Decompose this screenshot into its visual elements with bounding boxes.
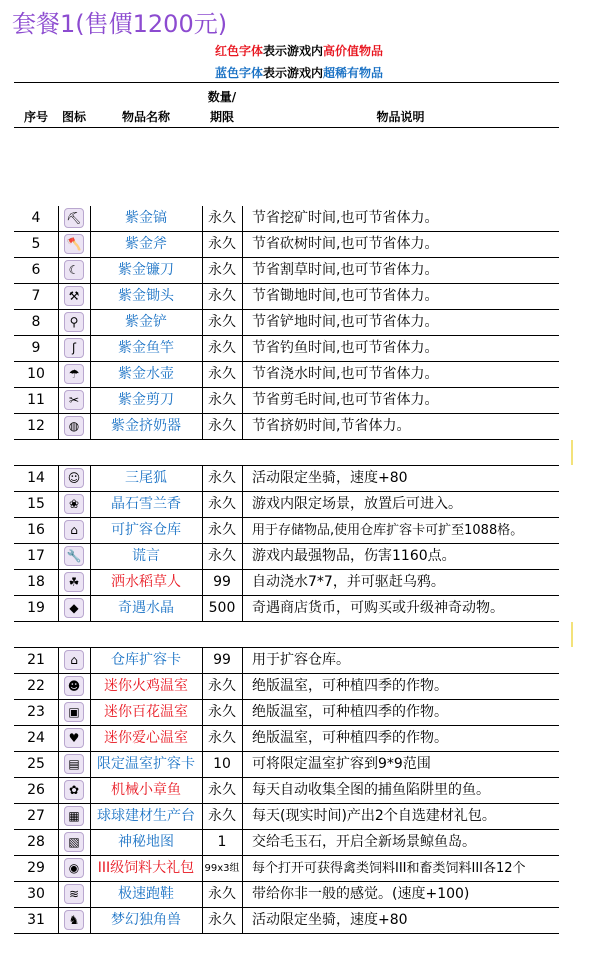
row-number: 16: [27, 522, 45, 538]
item-name: 紫金鱼竿: [118, 340, 174, 356]
header-qty-line2: 期限: [209, 110, 234, 124]
item-name: 紫金锄头: [118, 288, 174, 304]
item-description: 绝版温室，可种植四季的作物。: [252, 678, 448, 694]
table-row: [14, 362, 559, 388]
item-description: 奇遇商店货币，可购买或升级神奇动物。: [252, 600, 504, 616]
table-row: [14, 648, 559, 674]
item-name: 晶石雪兰香: [111, 496, 181, 512]
item-name: 紫金挤奶器: [111, 418, 181, 434]
row-number: 19: [27, 600, 45, 616]
row-icon-cell: [58, 648, 90, 673]
item-description: 绝版温室，可种植四季的作物。: [252, 730, 448, 746]
row-icon-cell: [58, 752, 90, 777]
row-number: 10: [27, 366, 45, 382]
item-description: 每天(现实时间)产出2个自选建材礼包。: [252, 808, 496, 824]
storage-card-icon: ⌂: [64, 650, 84, 670]
table-row: [14, 492, 559, 518]
table-row: [14, 856, 559, 882]
row-icon-cell: [58, 674, 90, 699]
legend-blue-label: 蓝色字体: [214, 66, 263, 80]
legend-blue-mid: 表示游戏内: [262, 66, 323, 80]
item-quantity: 永久: [208, 314, 236, 330]
gap-marker: [571, 440, 573, 465]
item-quantity: 永久: [208, 808, 236, 824]
row-number: 30: [27, 886, 45, 902]
row-number: 17: [27, 548, 45, 564]
row-number: 28: [27, 834, 45, 850]
item-quantity: 永久: [208, 548, 236, 564]
item-name: III级饲料大礼包: [97, 860, 195, 876]
item-description: 节省砍树时间,也可节省体力。: [252, 236, 439, 252]
row-number: 23: [27, 704, 45, 720]
row-number: 24: [27, 730, 45, 746]
package-title: 套餐1(售價1200元): [12, 10, 228, 38]
row-number: 21: [27, 652, 45, 668]
row-number: 15: [27, 496, 45, 512]
legend-blue-end: 超稀有物品: [323, 66, 384, 80]
item-name: 迷你百花温室: [104, 704, 188, 720]
table-row: [14, 908, 559, 934]
row-icon-cell: [58, 206, 90, 231]
table-row: [14, 388, 559, 414]
row-icon-cell: [58, 700, 90, 725]
row-number: 31: [27, 912, 45, 928]
row-icon-cell: [58, 518, 90, 543]
item-description: 用于扩容仓库。: [252, 652, 350, 668]
flower-greenhouse-icon: ▣: [64, 702, 84, 722]
table-row: [14, 882, 559, 908]
item-name: 紫金铲: [125, 314, 167, 330]
item-quantity: 1: [217, 834, 227, 850]
item-quantity: 永久: [208, 262, 236, 278]
table-row: [14, 570, 559, 596]
row-icon-cell: [58, 570, 90, 595]
table-row: [14, 258, 559, 284]
item-description: 节省锄地时间,也可节省体力。: [252, 288, 439, 304]
item-description: 可将限定温室扩容到9*9范围: [252, 756, 431, 772]
table-row: [14, 310, 559, 336]
item-quantity: 永久: [208, 340, 236, 356]
group-specials: [14, 466, 559, 622]
octopus-icon: ✿: [64, 780, 84, 800]
table-row: [14, 778, 559, 804]
item-description: 节省挖矿时间,也可节省体力。: [252, 210, 439, 226]
sickle-icon: ☾: [64, 260, 84, 280]
unicorn-icon: ♞: [64, 910, 84, 930]
shears-icon: ✂: [64, 390, 84, 410]
item-quantity: 永久: [208, 288, 236, 304]
item-name: 谎言: [132, 548, 160, 564]
row-number: 6: [31, 262, 41, 278]
row-icon-cell: [58, 804, 90, 829]
row-number: 9: [31, 340, 41, 356]
item-quantity: 永久: [208, 366, 236, 382]
item-name: 迷你火鸡温室: [104, 678, 188, 694]
item-quantity: 99: [213, 574, 231, 590]
item-description: 带给你非一般的感觉。(速度+100): [252, 886, 470, 902]
table-row: [14, 752, 559, 778]
row-icon-cell: [58, 284, 90, 309]
heart-greenhouse-icon: ♥: [64, 728, 84, 748]
table-row: [14, 466, 559, 492]
item-quantity: 永久: [208, 886, 236, 902]
table-row: [14, 700, 559, 726]
item-description: 节省割草时间,也可节省体力。: [252, 262, 439, 278]
blank-area: [14, 128, 559, 206]
row-icon-cell: [58, 778, 90, 803]
row-icon-cell: [58, 336, 90, 361]
pickaxe-icon: ⛏: [64, 208, 84, 228]
table-row: [14, 336, 559, 362]
row-icon-cell: [58, 466, 90, 491]
item-name: 三尾狐: [125, 470, 167, 486]
table-row: [14, 518, 559, 544]
shovel-icon: ⚲: [64, 312, 84, 332]
fishing-rod-icon: ʃ: [64, 338, 84, 358]
item-name: 紫金镰刀: [118, 262, 174, 278]
header-qty-line1: 数量/: [207, 90, 237, 104]
item-name: 紫金镐: [125, 210, 167, 226]
legend-blue: [0, 64, 598, 81]
watering-can-icon: ☂: [64, 364, 84, 384]
map-icon: ▧: [64, 832, 84, 852]
item-description: 用于存储物品,使用仓库扩容卡可扩至1088格。: [252, 523, 524, 538]
item-description: 活动限定坐骑，速度+80: [252, 912, 408, 928]
item-quantity: 永久: [208, 782, 236, 798]
axe-icon: 🪓: [64, 234, 84, 254]
table-row: [14, 206, 559, 232]
item-name: 迷你爱心温室: [104, 730, 188, 746]
turkey-greenhouse-icon: ☻: [64, 676, 84, 696]
row-number: 26: [27, 782, 45, 798]
milker-icon: ◍: [64, 416, 84, 436]
row-icon-cell: [58, 492, 90, 517]
row-icon-cell: [58, 388, 90, 413]
fox-icon: ☺: [64, 468, 84, 488]
item-quantity: 500: [208, 600, 236, 616]
row-number: 22: [27, 678, 45, 694]
row-icon-cell: [58, 908, 90, 933]
row-number: 4: [31, 210, 41, 226]
row-number: 8: [31, 314, 41, 330]
table-row: [14, 544, 559, 570]
table-row: [14, 674, 559, 700]
item-quantity: 永久: [208, 678, 236, 694]
item-quantity: 永久: [208, 730, 236, 746]
item-description: 节省剪毛时间,也可节省体力。: [252, 392, 439, 408]
row-icon-cell: [58, 310, 90, 335]
item-description: 活动限定坐骑，速度+80: [252, 470, 408, 486]
table-header: [14, 82, 559, 128]
row-number: 11: [27, 392, 45, 408]
item-description: 节省钓鱼时间,也可节省体力。: [252, 340, 439, 356]
row-number: 12: [27, 418, 45, 434]
row-icon-cell: [58, 830, 90, 855]
item-quantity: 99: [213, 652, 231, 668]
warehouse-icon: ⌂: [64, 520, 84, 540]
item-name: 球球建材生产台: [97, 808, 195, 824]
item-name: 梦幻独角兽: [111, 912, 181, 928]
row-icon-cell: [58, 362, 90, 387]
row-number: 29: [27, 860, 45, 876]
item-quantity: 永久: [208, 236, 236, 252]
item-name: 可扩容仓库: [111, 522, 181, 538]
header-no: 序号: [23, 110, 48, 124]
legend-red-mid: 表示游戏内: [262, 44, 323, 58]
row-number: 25: [27, 756, 45, 772]
row-number: 18: [27, 574, 45, 590]
item-name: 奇遇水晶: [118, 600, 174, 616]
header-desc: 物品说明: [376, 110, 425, 124]
item-name: 仓库扩容卡: [111, 652, 181, 668]
item-description: 交给毛玉石，开启全新场景鲸鱼岛。: [252, 834, 476, 850]
items-table: [14, 82, 559, 934]
legend-red-end: 高价值物品: [323, 44, 384, 58]
legend-red: [0, 42, 598, 59]
header-icon: 图标: [61, 110, 86, 124]
shoes-icon: ≋: [64, 884, 84, 904]
row-icon-cell: [58, 882, 90, 907]
item-description: 游戏内限定场景，放置后可进入。: [252, 496, 462, 512]
item-description: 节省铲地时间,也可节省体力。: [252, 314, 439, 330]
item-description: 每个打开可获得禽类饲料III和畜类饲料III各12个: [252, 861, 526, 876]
item-name: 神秘地图: [118, 834, 174, 850]
item-quantity: 永久: [208, 496, 236, 512]
hoe-icon: ⚒: [64, 286, 84, 306]
item-name: 机械小章鱼: [111, 782, 181, 798]
item-quantity: 永久: [208, 470, 236, 486]
building-platform-icon: ▦: [64, 806, 84, 826]
item-description: 每天自动收集全图的捕鱼陷阱里的鱼。: [252, 782, 490, 798]
row-icon-cell: [58, 414, 90, 439]
item-description: 节省挤奶时间,节省体力。: [252, 418, 411, 434]
row-icon-cell: [58, 232, 90, 257]
item-name: 限定温室扩容卡: [97, 756, 195, 772]
header-name: 物品名称: [121, 110, 170, 124]
row-icon-cell: [58, 856, 90, 881]
item-quantity: 永久: [208, 522, 236, 538]
item-description: 绝版温室，可种植四季的作物。: [252, 704, 448, 720]
greenhouse-card-icon: ▤: [64, 754, 84, 774]
table-row: [14, 726, 559, 752]
group-gap: [14, 622, 559, 648]
table-row: [14, 414, 559, 440]
item-name: 紫金水壶: [118, 366, 174, 382]
item-description: 节省浇水时间,也可节省体力。: [252, 366, 439, 382]
table-row: [14, 830, 559, 856]
row-icon-cell: [58, 544, 90, 569]
row-number: 5: [31, 236, 41, 252]
table-row: [14, 284, 559, 310]
flower-scene-icon: ❀: [64, 494, 84, 514]
item-quantity: 永久: [208, 704, 236, 720]
item-name: 紫金斧: [125, 236, 167, 252]
scarecrow-icon: ☘: [64, 572, 84, 592]
table-row: [14, 232, 559, 258]
feed-bag-icon: ◉: [64, 858, 84, 878]
group-greenhouses: [14, 648, 559, 934]
group-gap: [14, 440, 559, 466]
row-number: 7: [31, 288, 41, 304]
item-quantity: 永久: [208, 418, 236, 434]
item-name: 紫金剪刀: [118, 392, 174, 408]
row-icon-cell: [58, 596, 90, 621]
row-icon-cell: [58, 258, 90, 283]
item-quantity: 永久: [208, 912, 236, 928]
table-row: [14, 804, 559, 830]
item-description: 游戏内最强物品，伤害1160点。: [252, 548, 456, 564]
item-quantity: 永久: [208, 392, 236, 408]
item-quantity: 永久: [208, 210, 236, 226]
item-quantity: 99x3组: [204, 863, 240, 874]
row-number: 14: [27, 470, 45, 486]
item-name: 极速跑鞋: [118, 886, 174, 902]
item-description: 自动浇水7*7，并可驱赶乌鸦。: [252, 574, 445, 590]
item-quantity: 10: [213, 756, 231, 772]
group-tools: [14, 206, 559, 440]
row-number: 27: [27, 808, 45, 824]
wrench-icon: 🔧: [64, 546, 84, 566]
crystal-icon: ◆: [64, 598, 84, 618]
legend-red-label: 红色字体: [214, 44, 263, 58]
row-icon-cell: [58, 726, 90, 751]
item-name: 洒水稻草人: [111, 574, 181, 590]
gap-marker: [571, 622, 573, 647]
table-row: [14, 596, 559, 622]
